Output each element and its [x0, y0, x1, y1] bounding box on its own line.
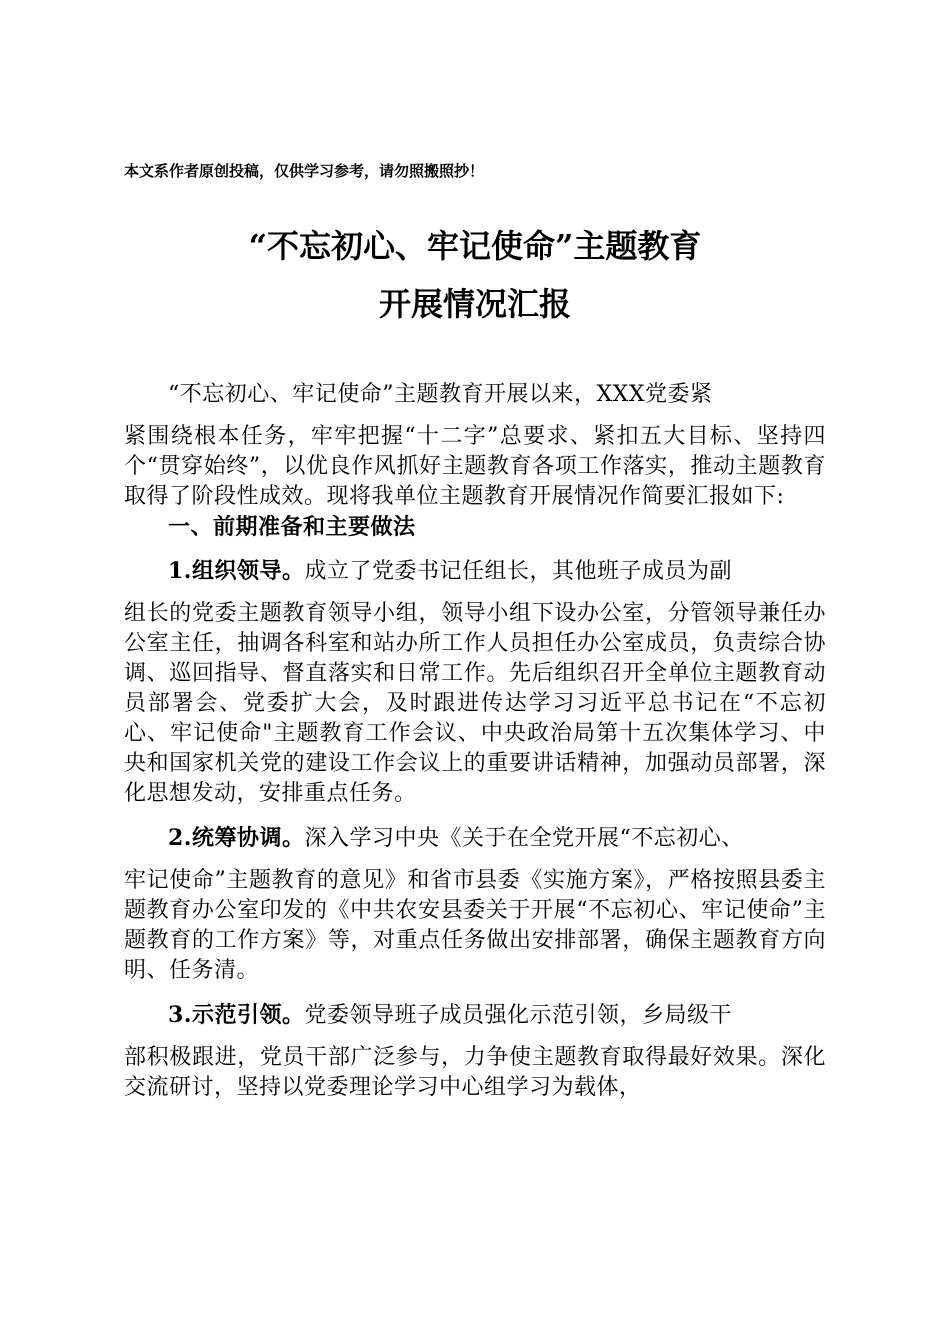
item-paragraph-organization [124, 556, 826, 809]
item-first-line [124, 1000, 826, 1031]
document-title-line-1: “不忘初心、牢记使命”主题教育 [248, 227, 702, 265]
item-first-line [124, 556, 826, 587]
item-paragraph-leadership [124, 1000, 826, 1103]
item-paragraph-coordination [124, 823, 826, 986]
item-lead: 2.统筹协调。 [168, 825, 305, 851]
intro-rest: 紧围绕根本任务，牢牢把握“十二字”总要求、紧扣五大目标、坚持四个“贯穿始终”，以优良作风抓好主题教育各项工作落实，推动主题教育取得了阶段性成效。现将我单位主题教育开展情况作简要汇报如下: [124, 424, 826, 509]
item-first-line-text: 党委领导班子成员强化示范引领，乡局级干 [304, 1003, 732, 1028]
item-first-line [124, 823, 826, 854]
intro-paragraph [124, 380, 826, 512]
item-rest: 组长的党委主题教育领导小组，领导小组下设办公室，分管领导兼任办公室主任，抽调各科室和站办所工作人员担任办公室成员，负责综合协调、巡回指导、督直落实和日常工作。先后组织召开全单位主题教育动员部署会、党委扩大会，及时跟进传达学习习近平总书记在“不忘初心、牢记使命"主题教育工作会议、中央政治局第十五次集体学习、中央和国家机关党的建设工作会议上的重要讲话精神，加强动员部署，深化思想发动，安排重点任务。 [124, 601, 826, 806]
disclaimer-note: 本文系作者原创投稿，仅供学习参考，请勿照搬照抄！ [124, 162, 485, 180]
item-lead: 3.示范引领。 [168, 1002, 305, 1028]
section-heading-1: 一、前期准备和主要做法 [168, 514, 416, 540]
item-rest: 部积极跟进，党员干部广泛参与，力争使主题教育取得最好效果。深化交流研讨，坚持以党委理论学习中心组学习为载体， [124, 1045, 826, 1100]
item-rest: 牢记使命”主题教育的意见》和省市县委《实施方案》，严格按照县委主题教育办公室印发的《中共农安县委关于开展“不忘初心、牢记使命”主题教育的工作方案》等，对重点任务做出安排部署，确保主题教育方向明、任务清。 [124, 868, 826, 983]
intro-first-line: “不忘初心、牢记使命”主题教育开展以来，XXX党委紧 [168, 382, 713, 407]
item-first-line-text: 成立了党委书记任组长，其他班子成员为副 [304, 559, 732, 584]
item-first-line-text: 深入学习中央《关于在全党开展“不忘初心、 [304, 826, 744, 851]
item-lead: 1.组织领导。 [168, 558, 305, 584]
document-body [124, 380, 826, 1103]
document-title-line-2: 开展情况汇报 [378, 285, 571, 323]
